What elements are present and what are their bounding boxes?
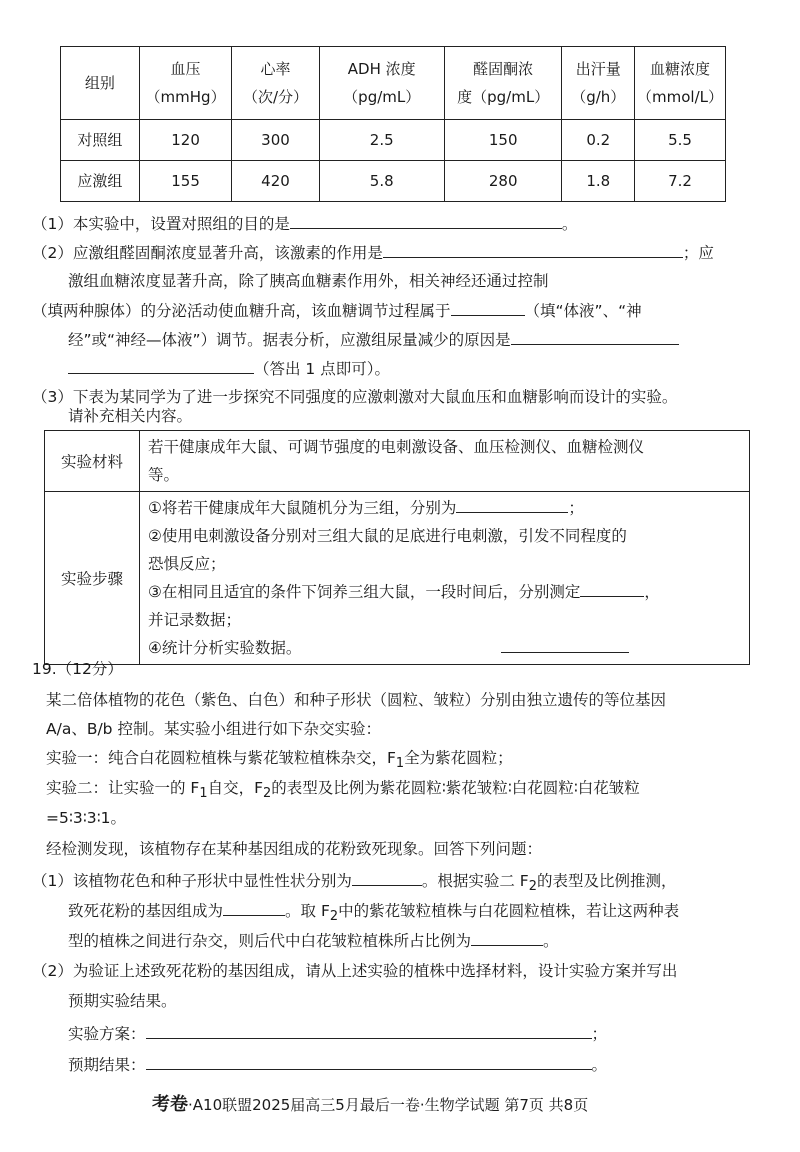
- step-1: ①将若干健康成年大鼠随机分为三组，分别为 ；: [148, 494, 741, 522]
- steps-row: [45, 492, 750, 665]
- step3-measure-blank[interactable]: [580, 580, 644, 597]
- q2-line-3: （填两种腺体）的分泌活动使血糖升高，该血糖调节过程属于 （填“体液”、“神: [32, 299, 642, 322]
- q1-line: （1）本实验中，设置对照组的目的是 。: [32, 212, 577, 235]
- header-adh: ADH 浓度 （pg/mL）: [319, 47, 444, 120]
- lethal-pollen-blank[interactable]: [223, 899, 285, 916]
- q19-title: 19.（12分）: [32, 660, 123, 678]
- ratio-blank[interactable]: [471, 929, 543, 946]
- q2-urine-blank[interactable]: [511, 328, 679, 345]
- header-aldosterone: 醛固酮浓 度（pg/mL）: [444, 47, 562, 120]
- header-blood-pressure: 血压 （mmHg）: [139, 47, 232, 120]
- q19-intro-1: 某二倍体植物的花色（紫色、白色）和种子形状（圆粒、皱粒）分别由独立遗传的等位基因: [46, 691, 667, 709]
- header-blood-glucose: 血糖浓度 （mmol/L）: [635, 47, 726, 120]
- header-heart-rate: 心率 （次/分）: [232, 47, 319, 120]
- q2-line-1: （2）应激组醛固酮浓度显著升高，该激素的作用是 ；应: [32, 241, 714, 264]
- materials-label: 实验材料: [45, 431, 140, 492]
- q19-sub1-line-3: 型的植株之间进行杂交，则后代中白花皱粒植株所占比例为 。: [68, 929, 559, 952]
- step4-blank[interactable]: [501, 636, 629, 653]
- q2-urine-blank-2[interactable]: [68, 357, 254, 374]
- header-group: 组别: [61, 47, 140, 120]
- q3-line-2: 请补充相关内容。: [68, 407, 193, 425]
- experiment-plan-line: 实验方案： ；: [68, 1022, 607, 1045]
- expected-result-line: 预期结果： 。: [68, 1053, 607, 1076]
- q1-answer-blank[interactable]: [290, 212, 562, 229]
- results-table: [60, 46, 726, 202]
- q2-line-5: （答出 1 点即可）。: [68, 357, 390, 380]
- step-4: ④统计分析实验数据。: [148, 634, 741, 662]
- q2-regulation-blank[interactable]: [451, 299, 525, 316]
- q19-ratio: =5∶3∶3∶1。: [46, 809, 127, 827]
- q2-line-4: 经”或“神经—体液”）调节。据表分析，应激组尿量减少的原因是: [68, 328, 679, 351]
- q19-intro-3: 经检测发现，该植物存在某种基因组成的花粉致死现象。回答下列问题：: [46, 840, 543, 858]
- results-table-header: [61, 47, 726, 120]
- q19-sub1-line-2: 致死花粉的基因组成为 。取 $F_2$中的紫花皱粒植株与白花圆粒植株，若让这两种表: [68, 899, 679, 928]
- q19-sub2-line-2: 预期实验结果。: [68, 992, 177, 1010]
- experiment-plan-blank[interactable]: [146, 1022, 592, 1039]
- materials-row: [45, 431, 750, 492]
- q19-sub1-line-1: （1）该植物花色和种子形状中显性性状分别为 。根据实验二 $F_2$的表型及比例推测，: [32, 869, 676, 898]
- q19-sub2-line-1: （2）为验证上述致死花粉的基因组成，请从上述实验的植株中选择材料，设计实验方案并写出: [32, 962, 678, 980]
- step1-groups-blank[interactable]: [456, 496, 568, 513]
- steps-label: 实验步骤: [45, 492, 140, 665]
- q19-intro-2: A/a、B/b 控制。某实验小组进行如下杂交实验：: [46, 720, 381, 738]
- experiment-design-table: [44, 430, 750, 665]
- step-2: ②使用电刺激设备分别对三组大鼠的足底进行电刺激，引发不同程度的: [148, 527, 627, 545]
- table-row: 对照组 120 300 2.5 150 0.2 5.5: [61, 120, 726, 161]
- q19-experiment-2: 实验二：让实验一的 $F_1$自交，$F_2$的表型及比例为紫花圆粒∶紫花皱粒∶白花圆粒∶白花皱粒: [46, 779, 640, 802]
- page-footer: [152, 1090, 588, 1116]
- q2-line-2: 激组血糖浓度显著升高，除了胰高血糖素作用外，相关神经还通过控制: [68, 272, 549, 290]
- table-row: 应激组 155 420 5.8 280 1.8 7.2: [61, 161, 726, 202]
- expected-result-blank[interactable]: [146, 1053, 592, 1070]
- step-3: ③在相同且适宜的条件下饲养三组大鼠，一段时间后，分别测定 ，: [148, 578, 741, 606]
- steps-content: ①将若干健康成年大鼠随机分为三组，分别为 ； ②使用电刺激设备分别对三组大鼠的足底进行电刺激，引发不同程度的 恐惧反应； ③在相同且适宜的条件下饲养三组大鼠，一段时间后，分别测定 ， 并记录数据； ④统计分析实验数据。: [140, 492, 750, 665]
- q19-experiment-1: 实验一：纯合白花圆粒植株与紫花皱粒植株杂交，$F_1$全为紫花圆粒；: [46, 749, 513, 772]
- footer-text: ·A10联盟2025届高三5月最后一卷·生物学试题 第7页 共8页: [188, 1096, 589, 1114]
- header-sweat: 出汗量 （g/h）: [562, 47, 635, 120]
- q2-aldosterone-blank[interactable]: [383, 241, 683, 258]
- dominant-traits-blank[interactable]: [352, 869, 422, 886]
- materials-content: 若干健康成年大鼠、可调节强度的电刺激设备、血压检测仪、血糖检测仪 等。: [140, 431, 750, 492]
- q3-line-1: （3）下表为某同学为了进一步探究不同强度的应激刺激对大鼠血压和血糖影响而设计的实验。: [32, 388, 678, 406]
- brand-logo: 考卷: [152, 1094, 188, 1115]
